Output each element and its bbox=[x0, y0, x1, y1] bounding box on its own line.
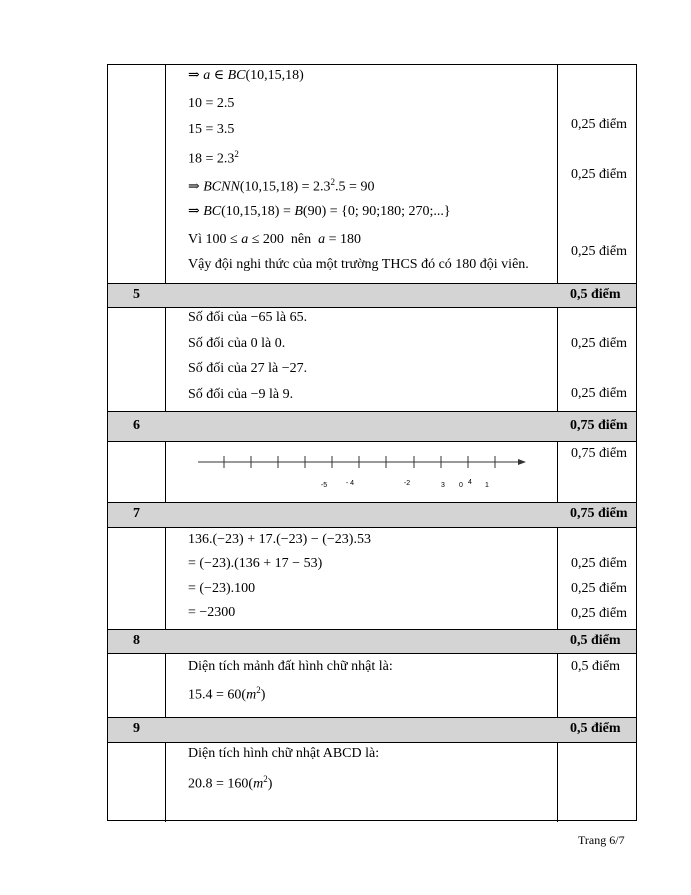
sec4-score-3: 0,25 điểm bbox=[571, 244, 627, 259]
q9-number: 9 bbox=[133, 721, 140, 736]
page-footer: Trang 6/7 bbox=[578, 833, 625, 847]
sec4-line-3: 15 = 3.5 bbox=[188, 122, 235, 137]
q7-number: 7 bbox=[133, 506, 140, 521]
label-minus2: -2 bbox=[403, 480, 411, 487]
column-divider-2 bbox=[557, 65, 558, 822]
sec4-line-5: ⇒ BCNN(10,15,18) = $2.3^2.5 = 90$ bbox=[188, 177, 375, 195]
q5-line-2: Số đối của 0 là 0. bbox=[188, 336, 286, 351]
sec4-line-1: ⇒ a ∈ BC(10,15,18) bbox=[188, 68, 304, 83]
q7-line-1: 136.(−23) + 17.(−23) − (−23).53 bbox=[188, 532, 371, 547]
q6-points: 0,75 điểm bbox=[570, 418, 628, 433]
number-line-extra-labels bbox=[438, 475, 483, 491]
q5-number: 5 bbox=[133, 287, 140, 302]
label-3: 3 bbox=[441, 482, 445, 489]
sec4-line-4: $18 = 2.3^2$ bbox=[188, 149, 239, 167]
q8-points: 0,5 điểm bbox=[570, 633, 621, 648]
q9-line-1: Diện tích hình chữ nhật ABCD là: bbox=[188, 746, 380, 761]
column-divider-1 bbox=[165, 65, 166, 822]
q5-score-1: 0,25 điểm bbox=[571, 336, 627, 351]
q9-header-row bbox=[108, 717, 636, 743]
q6-number: 6 bbox=[133, 418, 140, 433]
q5-line-1: Số đối của −65 là 65. bbox=[188, 310, 308, 325]
sec4-line-2: 10 = 2.5 bbox=[188, 96, 235, 111]
q7-score-1: 0,25 điểm bbox=[571, 556, 627, 571]
q8-header-row bbox=[108, 629, 636, 654]
sec4-score-1: 0,25 điểm bbox=[571, 117, 627, 132]
q9-points: 0,5 điểm bbox=[570, 721, 621, 736]
q7-points: 0,75 điểm bbox=[570, 506, 628, 521]
q7-header-row bbox=[108, 502, 636, 528]
sec4-line-7: Vì 100 ≤ a ≤ 200 nên a = 180 bbox=[188, 232, 361, 247]
q8-score: 0,5 điểm bbox=[571, 659, 620, 674]
q7-line-2: = (−23).(136 + 17 − 53) bbox=[188, 556, 323, 571]
answer-table bbox=[107, 64, 637, 821]
sec4-line-8: Vậy đội nghi thức của một trường THCS đó có 180 đội viên. bbox=[188, 257, 529, 272]
q5-points: 0,5 điểm bbox=[570, 287, 621, 302]
q7-score-3: 0,25 điểm bbox=[571, 606, 627, 621]
label-minus5: -5 bbox=[320, 482, 328, 489]
q5-line-3: Số đối của 27 là −27. bbox=[188, 361, 308, 376]
label-4: 4 bbox=[468, 479, 472, 486]
label-1: 1 bbox=[485, 482, 489, 489]
q8-line-1: Diện tích mảnh đất hình chữ nhật là: bbox=[188, 659, 393, 674]
label-0: 0 bbox=[459, 482, 463, 489]
q5-score-2: 0,25 điểm bbox=[571, 386, 627, 401]
q8-number: 8 bbox=[133, 633, 140, 648]
q6-score: 0,75 điểm bbox=[571, 446, 627, 461]
q7-line-4: = −2300 bbox=[188, 605, 236, 620]
q5-header-row bbox=[108, 283, 636, 308]
q7-score-2: 0,25 điểm bbox=[571, 581, 627, 596]
q5-line-4: Số đối của −9 là 9. bbox=[188, 387, 294, 402]
number-line-arrow-icon bbox=[518, 459, 526, 465]
q9-line-2: $20.8 = 160(m^2)$ bbox=[188, 774, 273, 792]
sec4-line-6: ⇒ BC(10,15,18) = B(90) = {0; 90;180; 270;...} bbox=[188, 204, 451, 219]
label-minus4: - 4 bbox=[345, 480, 355, 487]
q6-header-row bbox=[108, 411, 636, 442]
number-line bbox=[196, 450, 536, 490]
sec4-score-2: 0,25 điểm bbox=[571, 167, 627, 182]
q7-line-3: = (−23).100 bbox=[188, 581, 256, 596]
q8-line-2: $15.4 = 60(m^2)$ bbox=[188, 685, 266, 703]
